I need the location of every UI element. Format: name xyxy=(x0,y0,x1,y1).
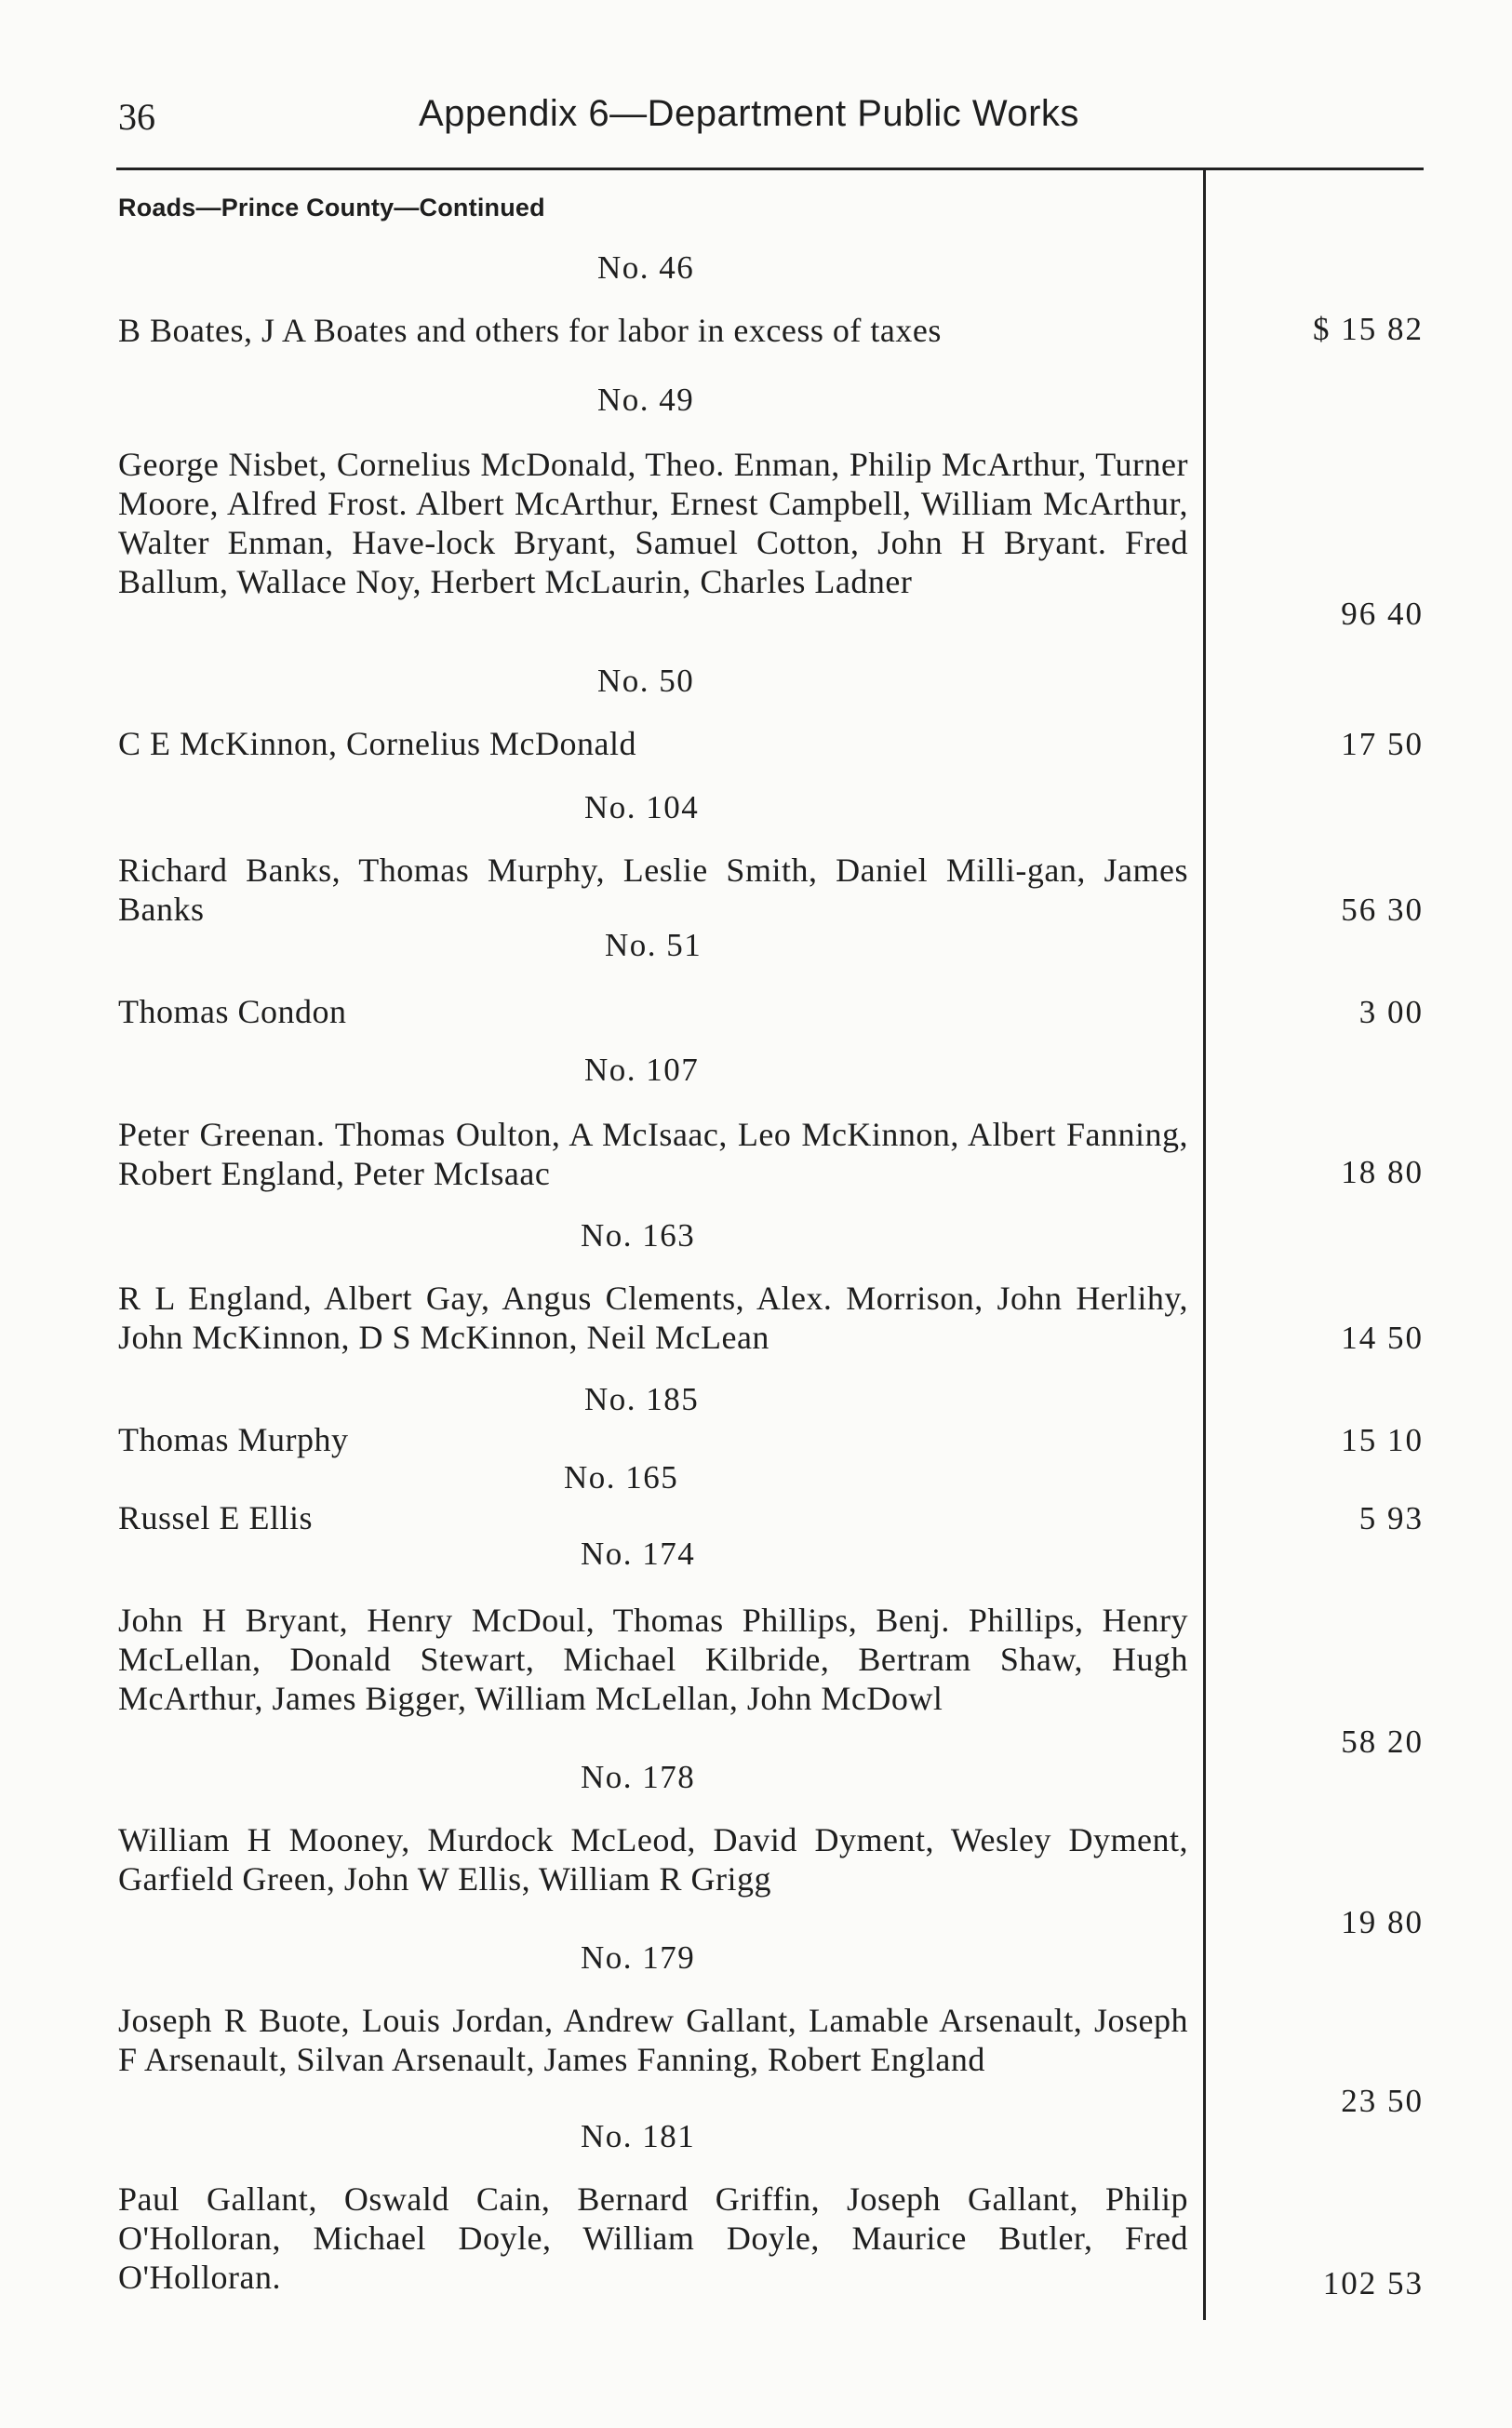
entry-amount: 15 10 xyxy=(1341,1422,1424,1458)
entry-text: Thomas Murphy xyxy=(118,1421,349,1458)
entry-amount: 14 50 xyxy=(1341,1320,1424,1356)
entry-text: C E McKinnon, Cornelius McDonald xyxy=(118,725,636,762)
entry-amount: 5 93 xyxy=(1358,1500,1424,1536)
entry-amount: 56 30 xyxy=(1341,892,1424,928)
entry-amount: 102 53 xyxy=(1322,2265,1424,2301)
entry-text: Richard Banks, Thomas Murphy, Leslie Smith, Daniel Milli-gan, James Banks xyxy=(118,852,1188,928)
entry-number: No. 163 xyxy=(581,1217,696,1254)
header-rule xyxy=(116,168,1424,170)
entry-text: Thomas Condon xyxy=(118,993,347,1030)
entry-number: No. 51 xyxy=(605,927,702,963)
entry-text: R L England, Albert Gay, Angus Clements, Alex. Morrison, John Herlihy, John McKinnon, D S McKinnon, Neil McLean xyxy=(118,1280,1188,1356)
entry-amount: 96 40 xyxy=(1341,596,1424,632)
entry-amount: 58 20 xyxy=(1341,1724,1424,1760)
entry-number: No. 46 xyxy=(597,249,695,286)
entry-number: No. 165 xyxy=(564,1459,679,1496)
entry-text: Joseph R Buote, Louis Jordan, Andrew Gallant, Lamable Arsenault, Joseph F Arsenault, Silvan Arsenault, James Fanning, Robert England xyxy=(118,2002,1188,2078)
entry-number: No. 181 xyxy=(581,2118,696,2154)
entry-text: Russel E Ellis xyxy=(118,1499,314,1536)
entry-amount: 19 80 xyxy=(1341,1904,1424,1940)
entry-text: B Boates, J A Boates and others for labor in excess of taxes xyxy=(118,312,942,349)
entry-text: George Nisbet, Cornelius McDonald, Theo. Enman, Philip McArthur, Turner Moore, Alfred Frost. Albert McArthur, Ernest Campbell, William McArthur, Walter Enman, Have-lock Bryant, Samuel Cotton, John H Bryant. Fred Ballum, Wallace Noy, Herbert McLaurin, Charles Ladner xyxy=(118,446,1188,600)
entry-text: Peter Greenan. Thomas Oulton, A McIsaac, Leo McKinnon, Albert Fanning, Robert England, Peter McIsaac xyxy=(118,1116,1188,1192)
amount-column-rule xyxy=(1203,170,1206,2320)
entry-number: No. 178 xyxy=(581,1759,696,1795)
entry-number: No. 174 xyxy=(581,1536,696,1572)
entry-number: No. 104 xyxy=(584,789,700,825)
entry-amount: 18 80 xyxy=(1341,1154,1424,1190)
section-heading: Roads—Prince County—Continued xyxy=(118,194,545,221)
entry-text: William H Mooney, Murdock McLeod, David Dyment, Wesley Dyment, Garfield Green, John W Ellis, William R Grigg xyxy=(118,1821,1188,1898)
entry-number: No. 49 xyxy=(597,382,695,418)
entry-number: No. 185 xyxy=(584,1381,700,1417)
entry-text: John H Bryant, Henry McDoul, Thomas Phillips, Benj. Phillips, Henry McLellan, Donald Stewart, Michael Kilbride, Bertram Shaw, Hugh McArthur, James Bigger, William McLellan, John McDowl xyxy=(118,1602,1188,1717)
entry-amount: 3 00 xyxy=(1358,994,1424,1030)
entry-amount: 17 50 xyxy=(1341,726,1424,762)
entry-text: Paul Gallant, Oswald Cain, Bernard Griffin, Joseph Gallant, Philip O'Holloran, Michael Doyle, William Doyle, Maurice Butler, Fred O'Holloran. xyxy=(118,2180,1188,2296)
entry-amount: $ 15 82 xyxy=(1313,311,1424,347)
entry-number: No. 179 xyxy=(581,1939,696,1976)
page-number: 36 xyxy=(118,96,155,138)
entry-number: No. 107 xyxy=(584,1052,700,1088)
running-title: Appendix 6—Department Public Works xyxy=(419,93,1079,134)
entry-number: No. 50 xyxy=(597,663,695,699)
entry-amount: 23 50 xyxy=(1341,2083,1424,2119)
